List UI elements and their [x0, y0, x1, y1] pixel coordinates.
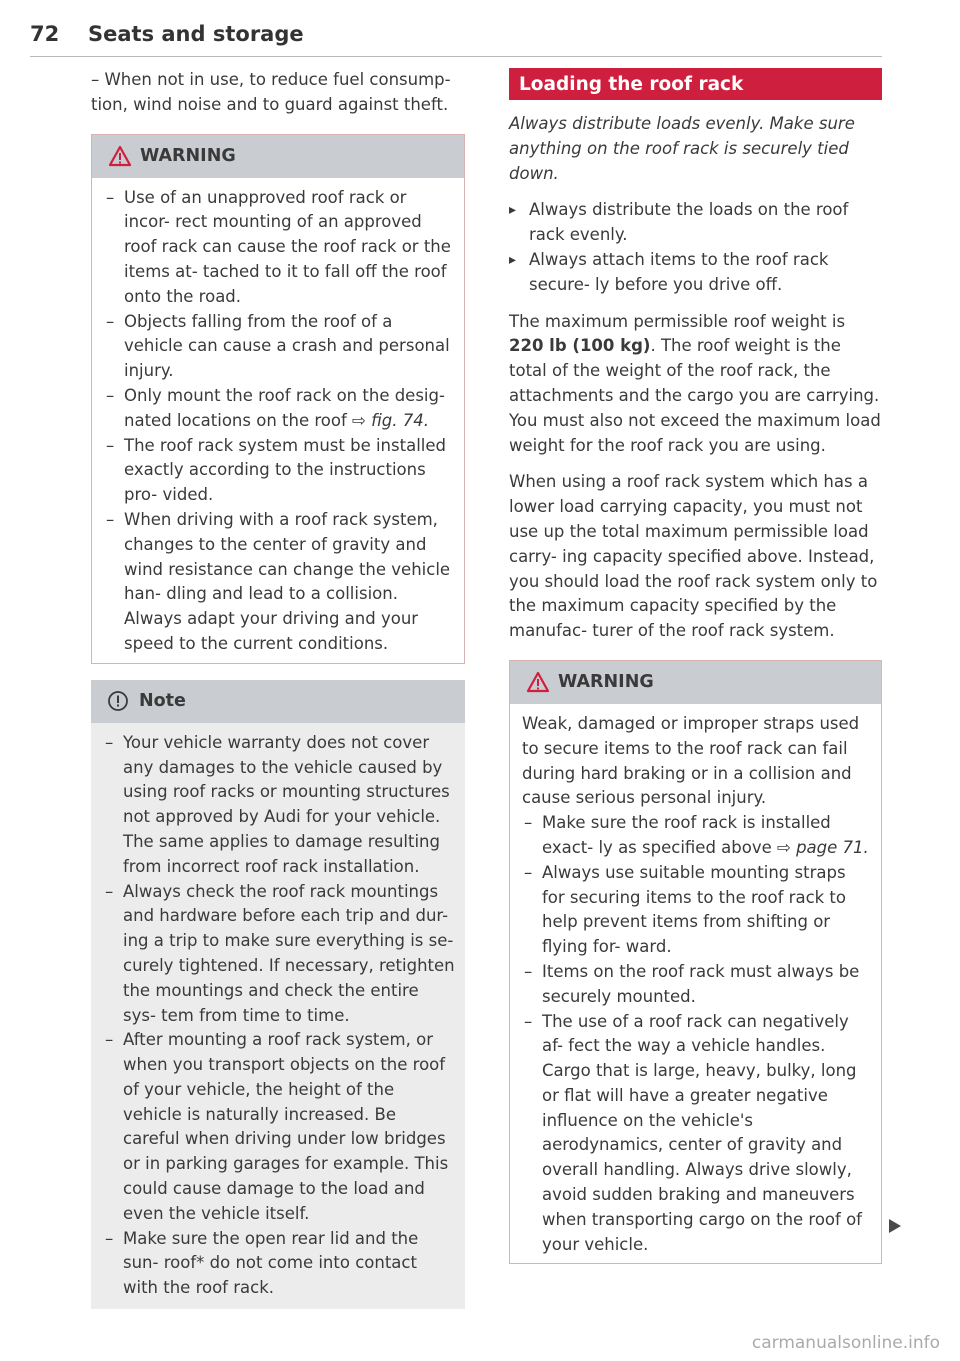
- right-column: [509, 68, 882, 1264]
- list-item: – Always check the roof rack mountings and hardware before each trip and dur- ing a trip to make sure everything is se- curely tightened. If necessary, retighten the mountings and check the entire sys- tem from time to time.: [103, 880, 455, 1029]
- page-number: 72: [30, 22, 60, 46]
- list-item: – The roof rack system must be installed exactly according to the instructions pro- vided.: [104, 434, 454, 508]
- note-list: [103, 731, 455, 1301]
- warning-intro: Weak, damaged or improper straps used to secure items to the roof rack can fail during hard braking or in a collision and cause serious personal injury.: [522, 713, 860, 808]
- roof-weight-paragraph: The maximum permissible roof weight is 220 lb (100 kg). The roof weight is the total of the weight of the roof rack, the attachments and the cargo you are carrying. You must also not exceed the maximum load weight for the roof rack you are using.: [509, 311, 881, 455]
- step-list: [509, 198, 882, 297]
- continue-arrow-icon: [889, 1219, 901, 1233]
- roof-weight-value: 220 lb (100 kg): [509, 336, 651, 356]
- warning-triangle-icon: [526, 671, 550, 693]
- page-reference-link[interactable]: ⇨ page 71.: [777, 837, 869, 857]
- section-heading: Loading the roof rack: [509, 68, 882, 100]
- load-capacity-paragraph: When using a roof rack system which has a lower load carrying capacity, you must not use up the total maximum permissible load carry- ing capacity specified above. Instead, you should load the roof rack system only to the maximum capacity specified by the manufac- turer of the roof rack system.: [509, 472, 878, 641]
- note-box: [91, 680, 465, 1309]
- warning-title: WARNING: [140, 146, 236, 167]
- list-item: – Items on the roof rack must always be securely mounted.: [522, 960, 871, 1010]
- step-item: ▸ Always distribute the loads on the roof rack evenly.: [509, 198, 882, 248]
- list-item: – After mounting a roof rack system, or when you transport objects on the roof of your vehicle, the height of the vehicle is naturally increased. Be careful when driving under low bridges or in parking garages for example. This could cause damage to the load and even the vehicle itself.: [103, 1028, 455, 1226]
- warning-title: WARNING: [558, 672, 654, 693]
- list-item: – The use of a roof rack can negatively af- fect the way a vehicle handles. Cargo that is large, heavy, bulky, long or flat will have a greater negative influence on the vehicle's aerodynamics, center of gravity and overall handling. Always drive slowly, avoid sudden braking and maneuvers when transporting cargo on the roof of your vehicle.: [522, 1010, 871, 1258]
- warning-header: [510, 661, 881, 704]
- warning-triangle-icon: [108, 145, 132, 167]
- list-item: – Objects falling from the roof of a vehicle can cause a crash and personal injury.: [104, 310, 454, 384]
- list-item: – Make sure the roof rack is installed exact- ly as specified above ⇨ page 71.: [522, 811, 871, 861]
- note-body: [91, 723, 465, 1309]
- list-item: – Only mount the roof rack on the desig- nated locations on the roof ⇨ fig. 74.: [104, 384, 454, 434]
- warning-list: [522, 811, 871, 1257]
- warning-box-left: [91, 134, 465, 664]
- list-item: – Always use suitable mounting straps for securing items to the roof rack to help prevent items from shifting or flying for- ward.: [522, 861, 871, 960]
- page-header: [30, 22, 882, 57]
- intro-text: Always distribute loads evenly. Make sure anything on the roof rack is securely tied down.: [509, 114, 855, 183]
- continuation-text: – When not in use, to reduce fuel consump- tion, wind noise and to guard against theft.: [91, 70, 451, 114]
- list-item: – When driving with a roof rack system, changes to the center of gravity and wind resistance can change the vehicle han- dling and lead to a collision. Always adapt your driving and your speed to the current conditions.: [104, 508, 454, 657]
- warning-body: [92, 178, 464, 663]
- note-title: Note: [139, 691, 186, 712]
- watermark: carmanualsonline.info: [751, 1333, 940, 1353]
- warning-box-right: [509, 660, 882, 1265]
- section-title: Seats and storage: [88, 22, 304, 46]
- warning-list: [104, 186, 454, 657]
- step-item: ▸ Always attach items to the roof rack secure- ly before you drive off.: [509, 248, 882, 298]
- warning-header: [92, 135, 464, 178]
- list-item: – Make sure the open rear lid and the sun- roof* do not come into contact with the roof rack.: [103, 1227, 455, 1301]
- note-header: [91, 680, 465, 723]
- figure-reference-link[interactable]: ⇨ fig. 74.: [352, 410, 429, 430]
- note-info-icon: [107, 690, 129, 712]
- list-item: – Your vehicle warranty does not cover any damages to the vehicle caused by using roof racks or mounting structures not approved by Audi for your vehicle. The same applies to damage resulting from incorrect roof rack installation.: [103, 731, 455, 880]
- list-item: – Use of an unapproved roof rack or incor- rect mounting of an approved roof rack can cause the roof rack or the items at- tached to it to fall off the roof onto the road.: [104, 186, 454, 310]
- warning-body: [510, 704, 881, 1264]
- left-column: [91, 68, 465, 1309]
